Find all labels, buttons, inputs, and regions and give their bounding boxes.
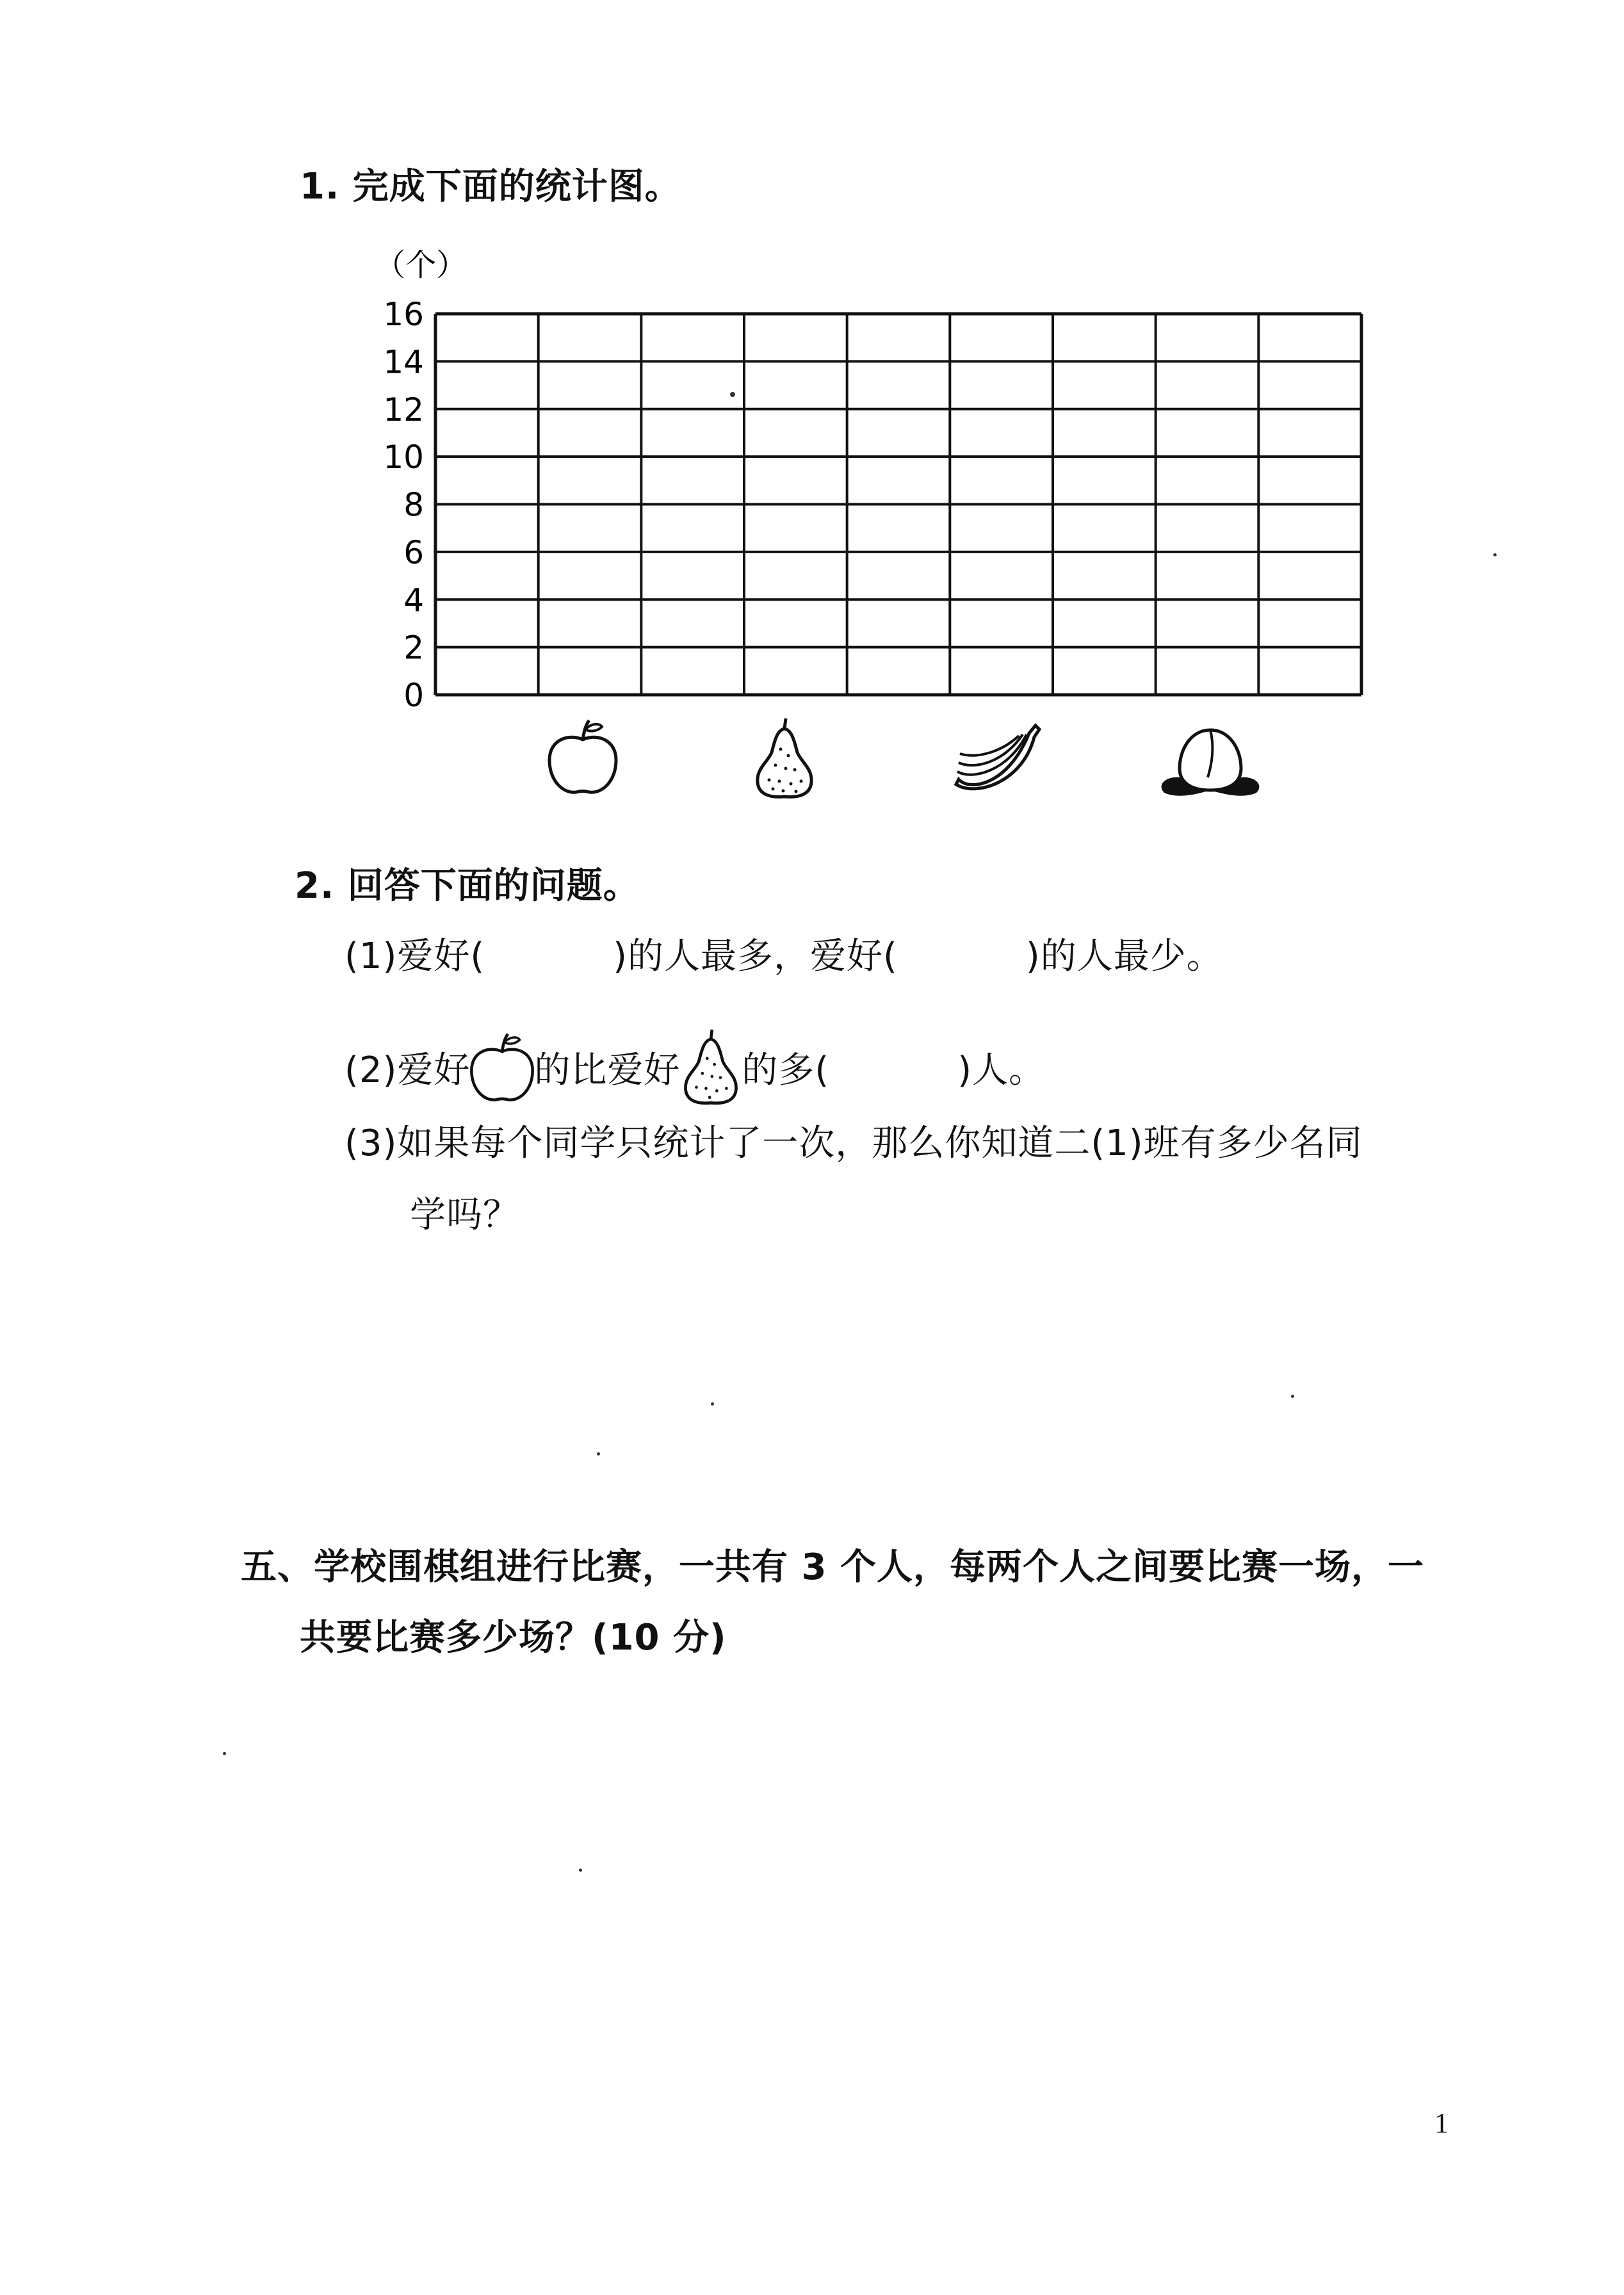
page-number: 1 (1434, 2107, 1449, 2139)
y-tick-labels (383, 296, 424, 714)
y-tick-label: 16 (383, 296, 424, 333)
apple-icon (470, 1032, 534, 1114)
q2-sub2-part-b: 的比爱好 (534, 1050, 681, 1092)
q2-sub1-part-c: )的人最少。 (1025, 936, 1223, 977)
y-tick-label: 14 (383, 343, 424, 381)
q2-sub2-part-a: (2)爱好 (345, 1050, 471, 1092)
scan-speck (579, 1869, 582, 1872)
q2-sub3-line2: 学吗？ (410, 1194, 519, 1236)
scan-speck (223, 1752, 226, 1755)
q1-title: 1. 完成下面的统计图。 (300, 166, 681, 207)
scan-speck (1493, 553, 1497, 556)
scan-speck (1291, 1395, 1294, 1398)
q2-sub2-part-d: )人。 (957, 1050, 1046, 1092)
q2-sub1-part-a: (1)爱好( (345, 936, 485, 977)
pear-icon (758, 718, 811, 797)
y-tick-label: 12 (383, 391, 424, 428)
y-tick-label: 2 (403, 629, 424, 667)
scan-speck (711, 1402, 714, 1406)
scan-speck (597, 1452, 600, 1456)
q5-line2: 共要比赛多少场？(10 分) (300, 1617, 727, 1658)
peach-icon (1162, 730, 1260, 796)
y-axis-unit: （个） (375, 247, 467, 283)
q2-title: 2. 回答下面的问题。 (295, 865, 640, 907)
q2-sub1 (345, 934, 1223, 980)
apple-icon (549, 720, 616, 792)
y-tick-label: 10 (383, 439, 424, 476)
q2-sub3-line1: (3)如果每个同学只统计了一次，那么你知道二(1)班有多少名同 (345, 1123, 1363, 1164)
q2-sub1-part-b: )的人最多，爱好( (613, 936, 898, 977)
y-tick-label: 6 (403, 533, 424, 571)
y-tick-label: 8 (403, 486, 424, 524)
scan-speck (730, 392, 735, 397)
q2-sub2-part-c: 的多( (742, 1050, 830, 1092)
banana-icon (956, 726, 1039, 789)
pear-icon (680, 1028, 742, 1117)
q5-line1: 五、学校围棋组进行比赛，一共有 3 个人，每两个人之间要比赛一场，一 (241, 1546, 1424, 1588)
y-tick-label: 4 (403, 581, 424, 619)
chart-grid (435, 314, 1361, 695)
q2-sub2 (345, 1028, 1045, 1117)
y-tick-label: 0 (403, 677, 424, 714)
fruit-icons-row (0, 708, 1624, 810)
